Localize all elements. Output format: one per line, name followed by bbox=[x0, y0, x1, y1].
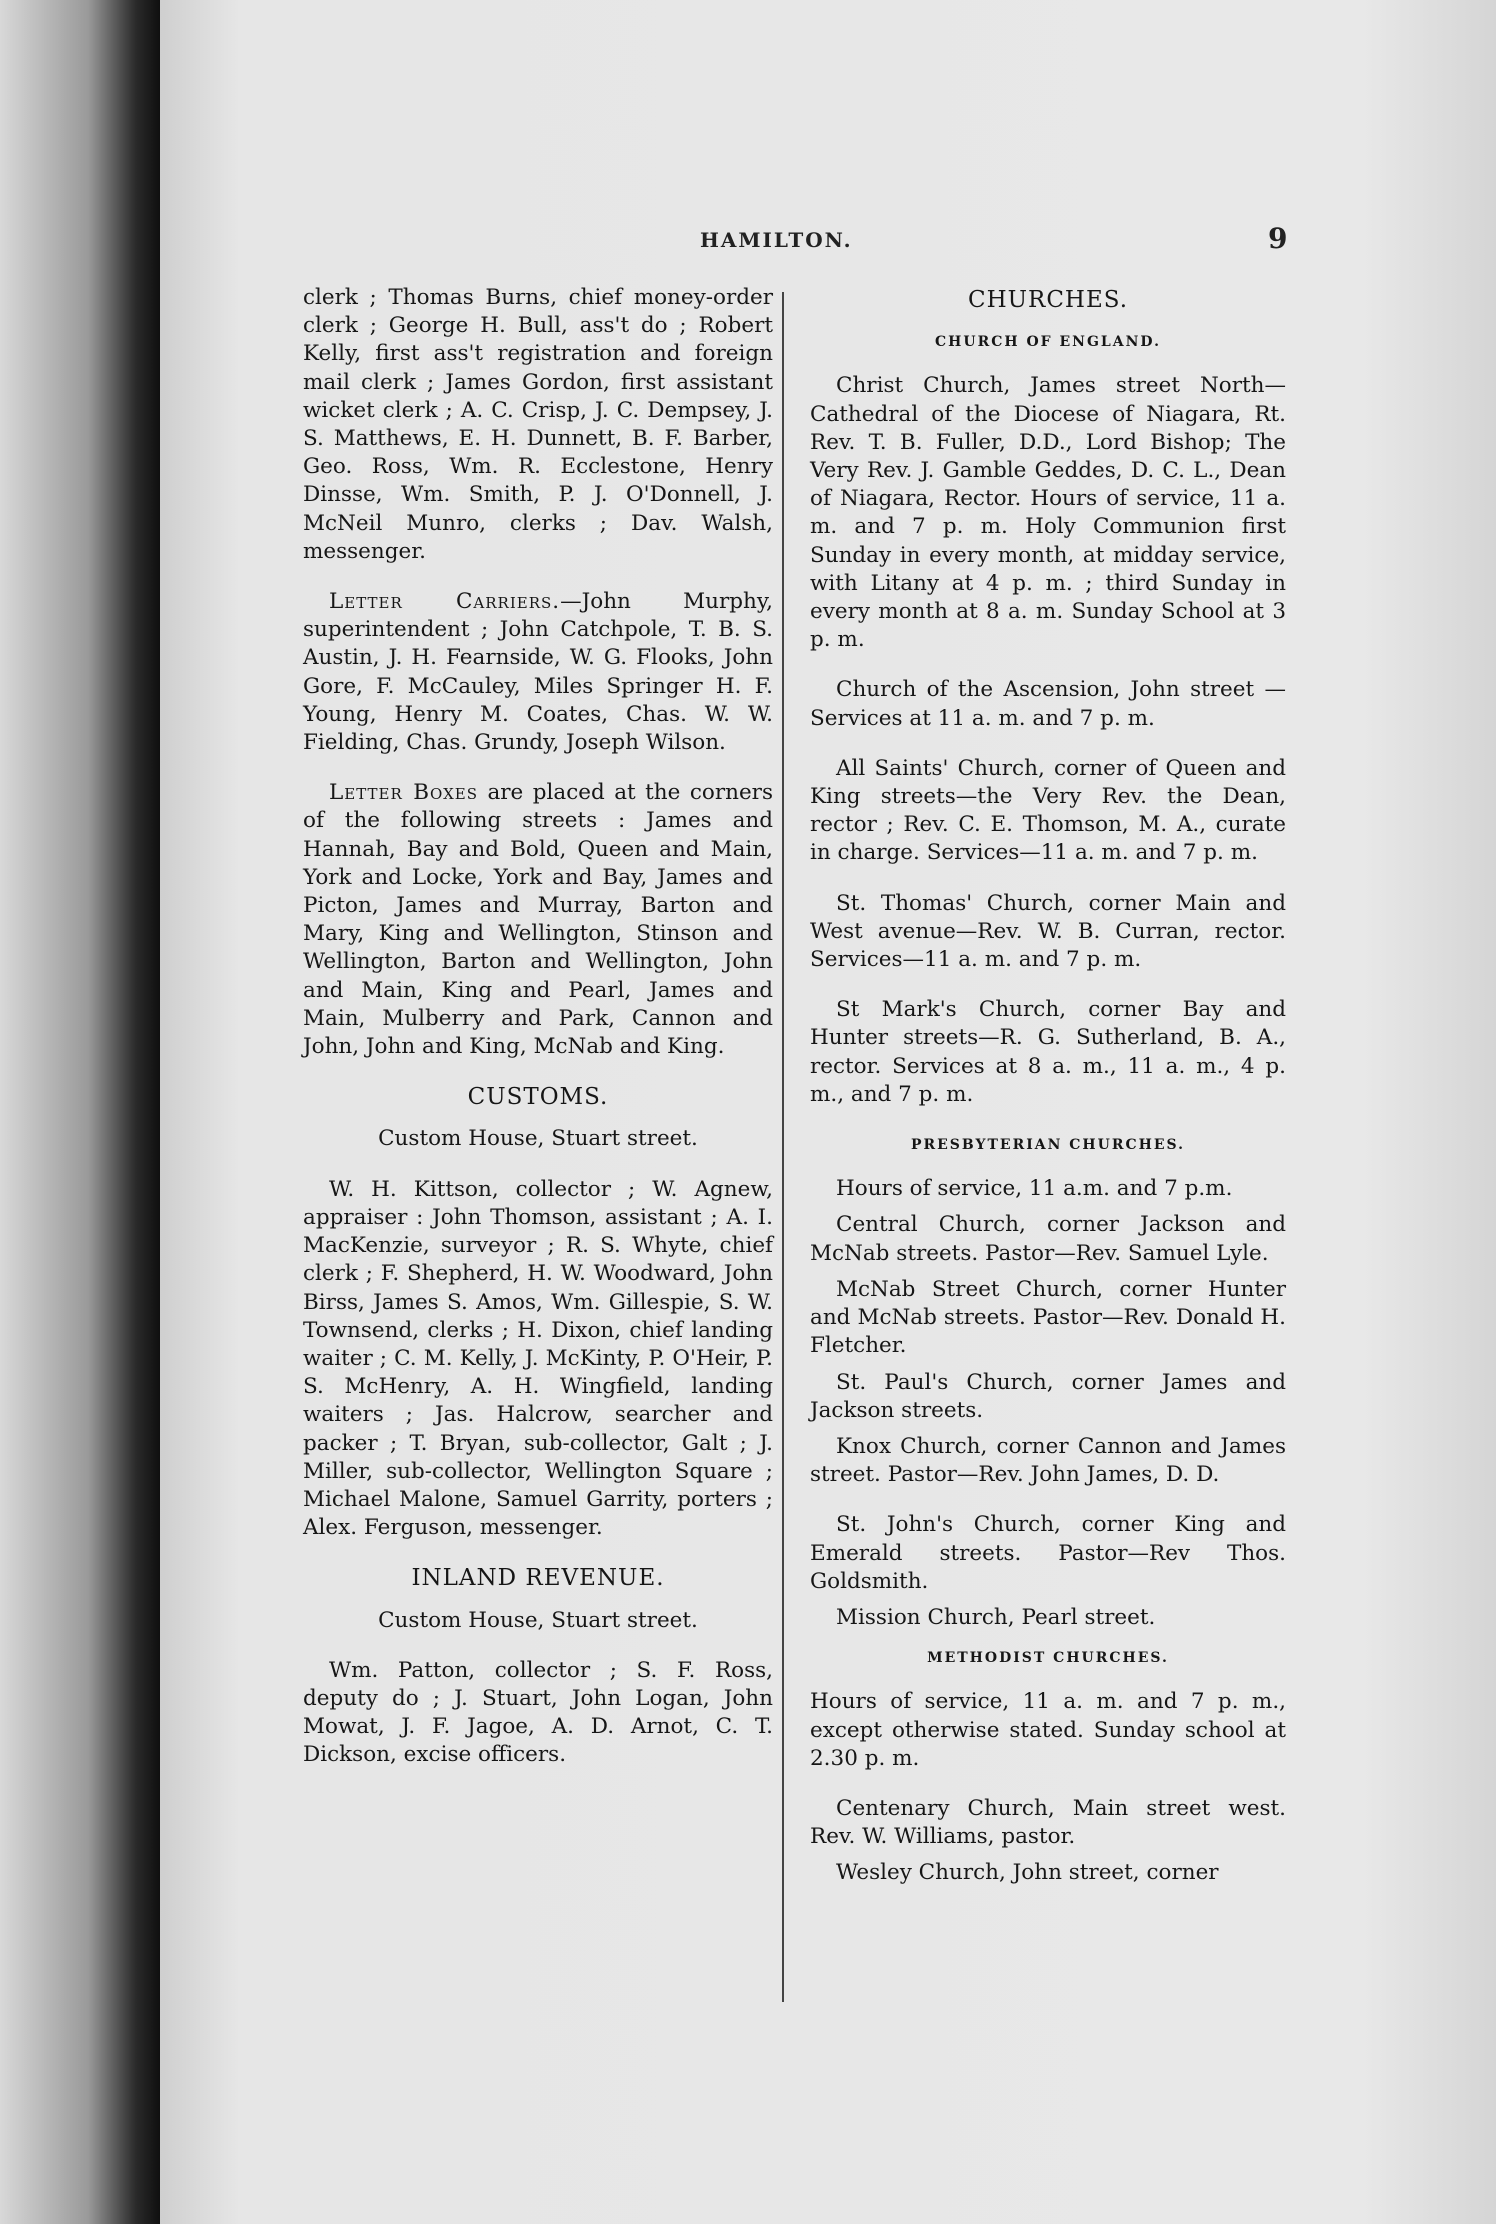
st-thomas-entry: St. Thomas' Church, corner Main and West avenue—Rev. W. B. Curran, rector. Services—11 a. m. and 7 p. m. bbox=[810, 890, 1286, 973]
letter-carriers-text: —John Murphy, superintendent ; John Catchpole, T. B. S. Austin, J. H. Fearnside, W. G. Flooks, John Gore, F. McCauley, Miles Springer H. F. Young, Henry M. Coates, Chas. W. W. Fielding, Chas. Grundy, Joseph Wilson. bbox=[303, 589, 773, 756]
inland-revenue-heading: INLAND REVENUE. bbox=[411, 1565, 665, 1592]
centenary-church-entry: Centenary Church, Main street west. Rev. W. Williams, pastor. bbox=[810, 1795, 1286, 1850]
right-column bbox=[810, 284, 1286, 1910]
column-divider bbox=[782, 292, 784, 2002]
central-church-entry: Central Church, corner Jackson and McNab streets. Pastor—Rev. Samuel Lyle. bbox=[810, 1212, 1286, 1266]
wesley-church-entry: Wesley Church, John street, corner bbox=[836, 1860, 1219, 1886]
knox-church-entry: Knox Church, corner Cannon and James street. Pastor—Rev. John James, D. D. bbox=[810, 1433, 1286, 1488]
all-saints-entry: All Saints' Church, corner of Queen and King streets—the Very Rev. the Dean, rector ; Rev. C. E. Thomson, M. A., curate in charge. Services—11 a. m. and 7 p. m. bbox=[810, 755, 1286, 866]
customs-location: Custom House, Stuart street. bbox=[378, 1126, 698, 1152]
st-paul-entry: St. Paul's Church, corner James and Jackson streets. bbox=[810, 1369, 1286, 1423]
letter-boxes-paragraph bbox=[303, 779, 773, 1061]
inland-revenue-location: Custom House, Stuart street. bbox=[378, 1607, 698, 1633]
methodist-heading: METHODIST CHURCHES. bbox=[927, 1650, 1169, 1667]
st-mark-entry: St Mark's Church, corner Bay and Hunter streets—R. G. Sutherland, B. A., rector. Services at 8 a. m., 11 a. m., 4 p. m., and 7 p. m. bbox=[810, 997, 1286, 1107]
left-column bbox=[303, 284, 773, 1792]
presbyterian-heading: PRESBYTERIAN CHURCHES. bbox=[910, 1137, 1186, 1154]
ascension-entry: Church of the Ascension, John street —Services at 11 a. m. and 7 p. m. bbox=[810, 677, 1286, 731]
mcnab-church-entry: McNab Street Church, corner Hunter and McNab streets. Pastor—Rev. Donald H. Fletcher. bbox=[810, 1276, 1286, 1359]
church-of-england-heading: CHURCH OF ENGLAND. bbox=[935, 334, 1161, 351]
presbyterian-hours: Hours of service, 11 a.m. and 7 p.m. bbox=[836, 1176, 1233, 1202]
methodist-hours: Hours of service, 11 a. m. and 7 p. m., except otherwise stated. Sunday school at 2.30 p. m. bbox=[810, 1689, 1286, 1771]
page-number: 9 bbox=[1268, 222, 1288, 255]
christ-church-entry: Christ Church, James street North—Cathedral of the Diocese of Niagara, Rt. Rev. T. B. Fuller, D.D., Lord Bishop; The Very Rev. J. Gamble Geddes, D. C. L., Dean of Niagara, Rector. Hours of service, 11 a. m. and 7 p. m. Holy Communion first Sunday in every month, at midday service, with Litany at 4 p. m. ; third Sunday in every month at 8 a. m. Sunday School at 3 p. m. bbox=[810, 373, 1286, 653]
mission-church-entry: Mission Church, Pearl street. bbox=[836, 1604, 1156, 1630]
letter-carriers-paragraph bbox=[303, 588, 773, 757]
st-john-entry: St. John's Church, corner King and Emerald streets. Pastor—Rev Thos. Goldsmith. bbox=[810, 1512, 1286, 1594]
churches-heading: CHURCHES. bbox=[967, 287, 1129, 313]
letter-carriers-lead: Letter Carriers. bbox=[329, 589, 561, 615]
letter-boxes-lead: Letter Boxes bbox=[329, 780, 478, 806]
customs-heading: CUSTOMS. bbox=[467, 1084, 609, 1111]
inland-revenue-staff: Wm. Patton, collector ; S. F. Ross, deputy do ; J. Stuart, John Logan, John Mowat, J. F. Jagoe, A. D. Arnot, C. T. Dickson, excise officers. bbox=[303, 1657, 773, 1768]
letter-boxes-text: are placed at the corners of the following streets : James and Hannah, Bay and Bold, Queen and Main, York and Locke, York and Bay, James and Picton, James and Murray, Barton and Mary, King and Wellington, Stinson and Wellington, Barton and Wellington, John and Main, King and Pearl, James and Main, Mulberry and Park, Cannon and John, John and King, McNab and King. bbox=[303, 780, 773, 1060]
scan-margin bbox=[0, 0, 160, 2224]
running-head: HAMILTON. bbox=[700, 228, 853, 252]
customs-staff: W. H. Kittson, collector ; W. Agnew, appraiser : John Thomson, assistant ; A. I. MacKenzie, surveyor ; R. S. Whyte, chief clerk ; F. Shepherd, H. W. Woodward, John Birss, James S. Amos, Wm. Gillespie, S. W. Townsend, clerks ; H. Dixon, chief landing waiter ; C. M. Kelly, J. McKinty, P. O'Heir, P. S. McHenry, A. H. Wingfield, landing waiters ; Jas. Halcrow, searcher and packer ; T. Bryan, sub-collector, Galt ; J. Miller, sub-collector, Wellington Square ; Michael Malone, Samuel Garrity, porters ; Alex. Ferguson, messenger. bbox=[303, 1176, 773, 1541]
post-office-staff: clerk ; Thomas Burns, chief money-order clerk ; George H. Bull, ass't do ; Robert Kelly, first ass't registration and foreign mail clerk ; James Gordon, first assistant wicket clerk ; A. C. Crisp, J. C. Dempsey, J. S. Matthews, E. H. Dunnett, B. F. Barber, Geo. Ross, Wm. R. Ecclestone, Henry Dinsse, Wm. Smith, P. J. O'Donnell, J. McNeil Munro, clerks ; Dav. Walsh, messenger. bbox=[303, 285, 773, 564]
